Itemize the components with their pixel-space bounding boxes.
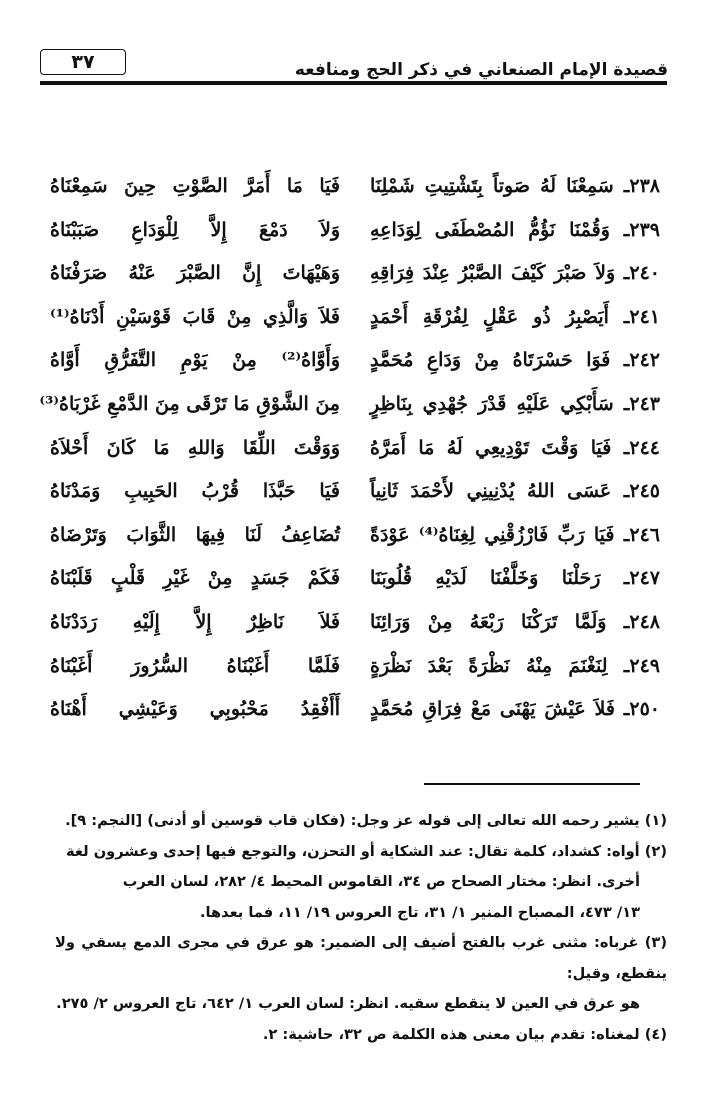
footnote-separator <box>424 783 640 785</box>
verse-246 <box>50 514 660 558</box>
verse-247 <box>50 557 660 601</box>
verse-250 <box>50 688 660 732</box>
verse-first-hemistich: ٢٣٨ـ سَمِعْنَا لَهُ صَوتاً بِتَشْتِيتِ شَمْلِنَا <box>370 175 660 197</box>
verse-second-hemistich: تُضَاعِفُ لَنَا فِيهَا الثَّوَابَ وَتَرْضَاهُ <box>50 523 340 546</box>
verse-first-hemistich: ٢٤٣ـ سَأَبْكِي عَلَيْهِ قَدْرَ جُهْدِي بِنَاظِرٍ <box>370 392 660 415</box>
verse-second-hemistich: فَيَا مَا أَمَرَّ الصَّوْتِ حِينَ سَمِعْنَاهُ <box>50 175 340 197</box>
poem <box>39 165 660 732</box>
verse-242 <box>50 339 660 383</box>
verse-238 <box>50 165 660 209</box>
verse-245 <box>50 470 660 514</box>
verse-second-hemistich: فَلَمَّا أَغَبْنَاهُ السُّرُورَ أَغَبْنَاهُ <box>50 654 340 677</box>
verse-second-hemistich: فَيَا حَبَّذَا قُرْبُ الحَبِيبِ وَمَدْنَاهُ <box>50 480 340 503</box>
verse-second-hemistich: فَلاَ وَالَّذِي مِنْ قَابَ قَوْسَيْنِ أَدْنَاهُ⁽¹⁾ <box>50 305 340 328</box>
footnotes <box>55 806 667 1050</box>
verse-first-hemistich: ٢٤٦ـ فَيَا رَبِّ فَارْزُقْنِي لِغِنَاهُ⁽⁴⁾ عَوْدَةً <box>370 523 660 546</box>
verse-first-hemistich: ٢٣٩ـ وَقُمْنَا نَؤُمُّ المُصْطَفَى لِوَدَاعِهِ <box>370 218 660 241</box>
header-rule <box>40 81 667 85</box>
footnote-4: (٤) لمغناه: تقدم بيان معنى هذه الكلمة ص ٣٢، حاشية: ٢. <box>262 1025 667 1043</box>
page-number: ٣٧ <box>40 49 126 75</box>
footnote-2: (٢) أواه: كشداد، كلمة تقال: عند الشكاية أو التحزن، والتوجع فيها إحدى وعشرون لغة <box>66 842 667 860</box>
verse-248 <box>50 601 660 645</box>
verse-second-hemistich: وَلاَ دَمْعَ إِلاَّ لِلْوَدَاعِ صَبَبْنَاهُ <box>50 218 340 241</box>
verse-first-hemistich: ٢٤٥ـ عَسَى اللهُ يُدْنِينِي لأَحْمَدَ ثَانِياً <box>370 480 660 503</box>
verse-second-hemistich: فَكَمْ جَسَدٍ مِنْ غَيْرِ قَلْبٍ قَلَبْنَاهُ <box>50 567 340 590</box>
verse-second-hemistich: فَلاَ نَاظِرٌ إِلاَّ إِلَيْهِ رَدَدْنَاهُ <box>50 610 340 633</box>
verse-first-hemistich: ٢٤٨ـ وَلَمَّا تَرَكْنَا رَبْعَهُ مِنْ وَرَائِنَا <box>370 610 660 633</box>
verse-243 <box>39 383 660 427</box>
verse-first-hemistich: ٢٤٧ـ رَحَلْنَا وَخَلَّفْنَا لَدَيْهِ قُلُوبَنَا <box>370 567 660 590</box>
verse-249 <box>50 645 660 689</box>
verse-first-hemistich: ٢٤٩ـ لِنَغْنَمَ مِنْهُ نَظْرَةً بَعْدَ نَظْرَةٍ <box>370 654 660 677</box>
footnote-2-continuation: أخرى. انظر: مختار الصحاح ص ٣٤، القاموس المحيط ٤/ ٢٨٢، لسان العرب <box>122 873 640 890</box>
verse-first-hemistich: ٢٤٠ـ وَلاَ صَبْرَ كَيْفَ الصَّبْرُ عِنْدَ فِرَاقِهِ <box>370 262 660 285</box>
footnote-1: (١) يشير رحمه الله تعالى إلى قوله عز وجل: (فكان قاب قوسين أو أدنى) [النجم: ٩]. <box>65 812 667 829</box>
verse-241 <box>50 296 660 340</box>
verse-244 <box>50 427 660 471</box>
verse-239 <box>50 209 660 253</box>
footnote-3-continuation: هو عرق في العين لا ينقطع سقيه. انظر: لسان العرب ١/ ٦٤٢، تاج العروس ٢/ ٢٧٥. <box>56 995 640 1012</box>
verse-first-hemistich: ٢٤٤ـ فَيَا وَقْتَ تَوْدِيعِي لَهُ مَا أَمَرَّهُ <box>370 436 660 459</box>
verse-second-hemistich: وَوَقْتَ اللِّقَا وَاللهِ مَا كَانَ أَحْلاَهُ <box>50 436 340 459</box>
footnote-2-continuation: ١٣/ ٤٧٣، المصباح المنير ١/ ٣١، تاج العروس ١٩/ ١١، فما بعدها. <box>200 903 640 921</box>
footnote-3: (٣) غرباه: مثنى غرب بالفتح أضيف إلى الضمير: هو عرق في مجرى الدمع يسقي ولا ينقطع، وقيل: <box>55 934 667 982</box>
verse-first-hemistich: ٢٥٠ـ فَلاَ عَيْشَ يَهْنَى مَعْ فِرَاقِ مُحَمَّدٍ <box>370 698 660 721</box>
verse-second-hemistich: وَأَوَّاهُ⁽²⁾ مِنْ يَوْمِ التَّفَرُّقِ أَوَّاهُ <box>50 349 340 372</box>
verse-first-hemistich: ٢٤١ـ أَيَصْبِرُ ذُو عَقْلٍ لِفُرْقَةِ أَحْمَدٍ <box>370 305 660 328</box>
verse-240 <box>50 252 660 296</box>
verse-first-hemistich: ٢٤٢ـ فَوَا حَسْرَتَاهُ مِنْ وَدَاعِ مُحَمَّدٍ <box>370 349 660 372</box>
verse-second-hemistich: مِنَ الشَّوْقِ مَا تَرْقَى مِنَ الدَّمْعِ غَرْبَاهُ⁽³⁾ <box>39 392 340 415</box>
running-title: قصيدة الإمام الصنعاني في ذكر الحج ومنافعه <box>294 60 668 80</box>
verse-second-hemistich: أَأَفْقِدُ مَحْبُوبِي وَعَيْشِي أَهْنَاهُ <box>50 698 340 721</box>
verse-second-hemistich: وَهَيْهَاتَ إِنَّ الصَّبْرَ عَنْهُ صَرَفْنَاهُ <box>50 262 340 285</box>
